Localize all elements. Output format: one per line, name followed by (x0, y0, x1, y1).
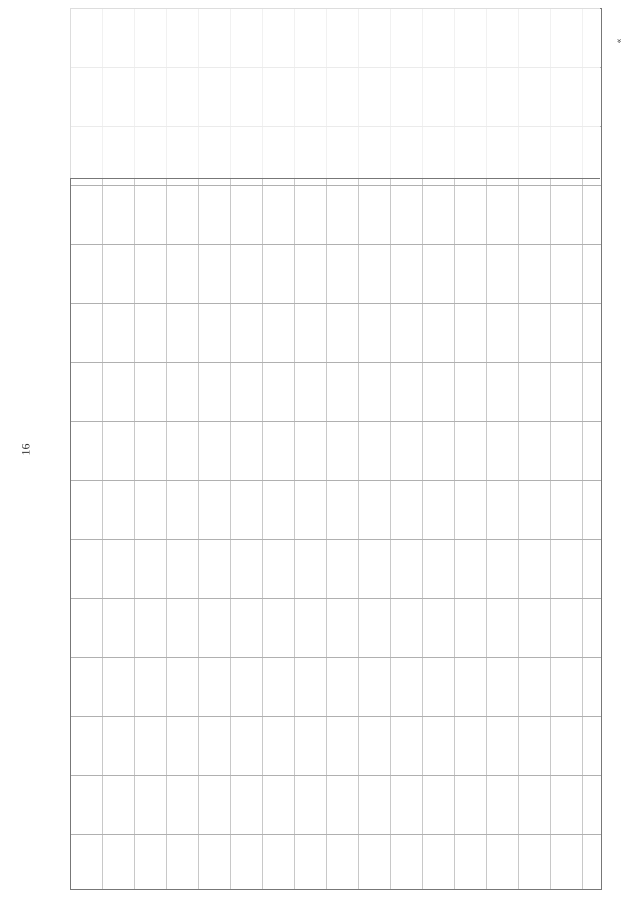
page-number: 16 (18, 443, 33, 456)
corner-mark: « (612, 38, 623, 44)
table-header-band (70, 8, 600, 179)
